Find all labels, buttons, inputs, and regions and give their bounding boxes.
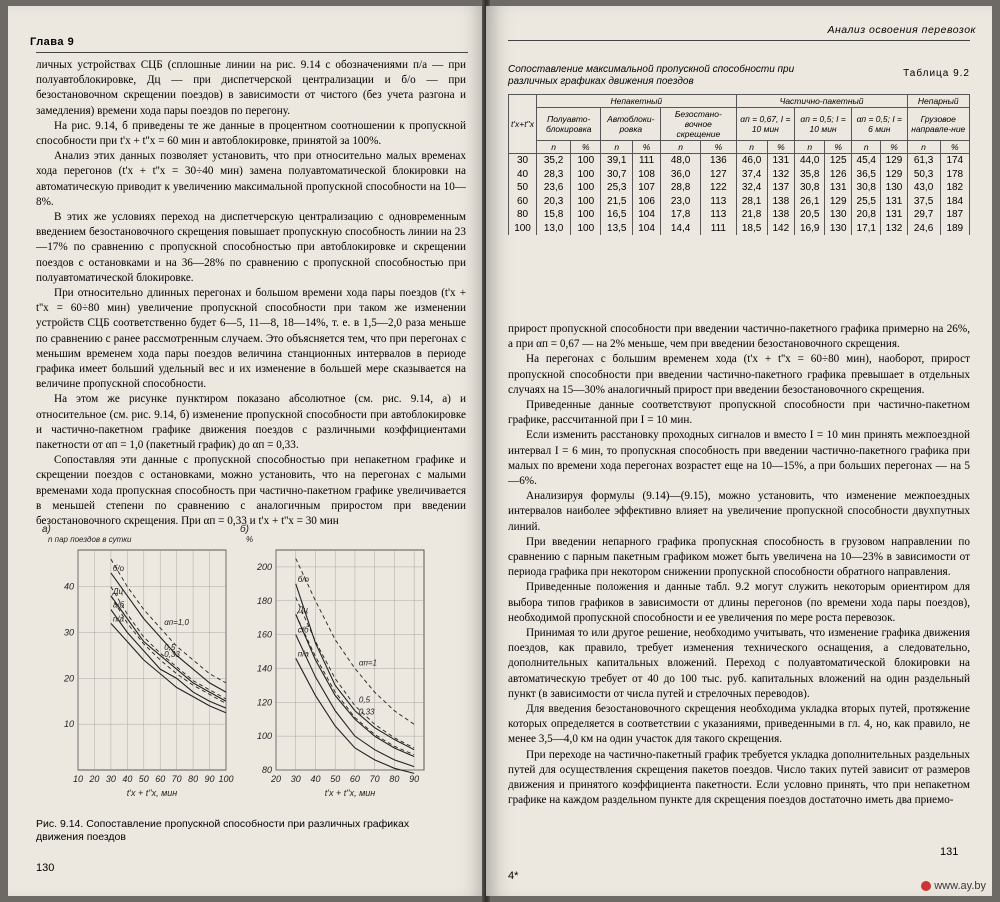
- table-cell: 32,4: [736, 181, 767, 195]
- right-page-text: [508, 322, 970, 809]
- table-cell: 17,8: [661, 208, 701, 222]
- table-cell: 37,5: [907, 195, 940, 209]
- table-cell: 187: [940, 208, 969, 222]
- table-col-label: αп = 0,67, I = 10 мин: [736, 108, 794, 141]
- table-cell: 30,8: [795, 181, 825, 195]
- right-paragraph: Для введения безостановочного скрещения необходима укладка вторых путей, протяжение которых определяется в соответствии с указаниями, приведенными в гл. 4, но, как правило, не менее 3,5—4,0 км на один участок для такого скрещения.: [508, 703, 970, 746]
- table-row-header: t'х+t''х: [509, 95, 537, 154]
- table-sub-label: %: [767, 141, 794, 154]
- left-paragraph: На этом же рисунке пунктиром показано абсолютное (см. рис. 9.14, а) и относительное (см. рис. 9.14, б) изменение пропускной способности при автоблокировке и частично-пакетном графике движения поездов с различными коэффициентами пакетности от αп = 1,0 (пакетный график) до αп = 0,33.: [36, 393, 466, 452]
- right-paragraph: Если изменить расстановку проходных сигналов и вместо I = 10 мин принять межпоездной интервал I = 6 мин, то пропускная способность при введении частично-пакетного графика при малых по времени хода перегонах возрастет еще на 10—15%, а при больших перегонах — на 5—6%.: [508, 429, 970, 488]
- x-tick-label: 20: [89, 774, 100, 784]
- table-sub-label: n: [795, 141, 825, 154]
- x-tick-label: 20: [270, 774, 282, 784]
- table-cell: 107: [633, 181, 661, 195]
- series-annotation: αп=1,0: [164, 617, 189, 627]
- table-cell: 111: [633, 154, 661, 168]
- table-cell: 28,3: [537, 168, 571, 182]
- series-annotation: п/а: [297, 649, 309, 659]
- table-cell: 138: [767, 195, 794, 209]
- chart-a-svg: [36, 520, 236, 810]
- right-paragraph: Анализируя формулы (9.14)—(9.15), можно установить, что изменение межпоездных интервалов наиболее эффективно влияет на увеличение пропускной способности двухпутных линий.: [508, 490, 970, 533]
- x-tick-label: 50: [330, 774, 341, 784]
- table-cell: 50,3: [907, 168, 940, 182]
- table-cell: 138: [767, 208, 794, 222]
- y-tick-label: 10: [63, 719, 74, 730]
- table-cell: 113: [701, 195, 736, 209]
- table-cell: 129: [825, 195, 852, 209]
- table-cell: 20,3: [537, 195, 571, 209]
- x-tick-label: 30: [290, 774, 301, 784]
- series-annotation: Дц: [297, 605, 308, 615]
- table-cell: 39,1: [601, 154, 633, 168]
- table-cell: 174: [940, 154, 969, 168]
- table-col-label: Безостано-вочное скрещение: [661, 108, 737, 141]
- table-subheader-row: [509, 141, 970, 154]
- y-tick-label: 200: [256, 561, 272, 572]
- table-cell: 137: [767, 181, 794, 195]
- x-tick-label: 40: [310, 774, 321, 784]
- right-page-number: 131: [940, 846, 959, 858]
- table-cell: 46,0: [736, 154, 767, 168]
- x-tick-label: 30: [105, 774, 116, 784]
- series-annotation: б/о: [112, 563, 125, 573]
- table-col-label: Полуавто-блокировка: [537, 108, 601, 141]
- table-col-label: αп = 0,5; I = 6 мин: [852, 108, 907, 141]
- table-cell: 20,8: [852, 208, 881, 222]
- right-paragraph: Приведенные положения и данные табл. 9.2 могут служить некоторым ориентиром для выбора типов графиков в зависимости от длины перегонов (по времени хода пары поездов), необходимой пропускной способности и ее увеличения по мере роста перевозок.: [508, 581, 970, 624]
- table-cell-time: 100: [509, 222, 537, 236]
- x-tick-label: 80: [188, 774, 199, 784]
- x-tick-label: 80: [389, 774, 400, 784]
- series-annotation: а/б: [112, 600, 125, 610]
- table-number: Таблица 9.2: [903, 68, 970, 79]
- series-annotation: 0,5: [358, 695, 371, 705]
- table-cell: 30,7: [601, 168, 633, 182]
- table-cell: 48,0: [661, 154, 701, 168]
- table-cell-time: 60: [509, 195, 537, 209]
- right-paragraph: Принимая то или другое решение, необходимо учитывать, что изменение графика движения поездов, как правило, требует изменения технического оснащения, а следовательно, дополнительных капитальных вложений. Переход с полуавтоматической блокировки на автоматическую требует от 40 до 100 тыс. руб. капитальных вложений на один раздельный пункт (в зависимости от числа путей и стрелочных переводов).: [508, 627, 970, 700]
- table-sub-label: n: [852, 141, 881, 154]
- series-annotation: 0,33: [164, 650, 180, 659]
- table-cell: 126: [825, 168, 852, 182]
- series-annotation: п/а: [112, 614, 124, 624]
- footer-mark: 4*: [508, 870, 519, 882]
- y-tick-label: 100: [256, 731, 272, 742]
- table-cell-time: 80: [509, 208, 537, 222]
- table-cell: 21,5: [601, 195, 633, 209]
- table-cell: 104: [633, 222, 661, 236]
- x-tick-label: 60: [155, 774, 166, 784]
- y-tick-label: 140: [256, 663, 272, 674]
- left-paragraph: При относительно длинных перегонах и большом времени хода пары поездов (t'х + t''х = 60÷80 мин) увеличение пропускной способности при таком же изменении устройств СЦБ соответственно будет 6—5, 11—8, 18—14%, т. е. в 1,5—2,0 раза меньше по сравнению с ранее рассмотренным случаем. Это объясняется тем, что при перегонах с меньшим временем хода пары поездов величина станционных интервалов в периоде графика имеет больший удельный вес и их изменение в большей мере сказывается на величине пропускной способности.: [36, 287, 466, 391]
- table-cell-time: 30: [509, 154, 537, 168]
- table-cell-time: 50: [509, 181, 537, 195]
- table-cell: 43,0: [907, 181, 940, 195]
- table-title: Сопоставление максимальной пропускной способности при различных графиках движения поездов: [508, 64, 795, 87]
- series-annotation: 0,33: [358, 707, 375, 717]
- left-page-header: Глава 9: [30, 36, 75, 48]
- table-cell: 20,5: [795, 208, 825, 222]
- right-paragraph: прирост пропускной способности при введении частично-пакетного графика примерно на 26%, а при αп = 0,67 — на 2% меньше, чем при введении безостановочного скрещения.: [508, 323, 970, 351]
- x-axis-label: t'х + t''х, мин: [324, 788, 376, 798]
- table-cell: 17,1: [852, 222, 881, 236]
- table-row: [509, 208, 970, 222]
- table-cell: 36,5: [852, 168, 881, 182]
- series-annotation: 0,5: [164, 643, 176, 653]
- table-cell: 100: [571, 181, 601, 195]
- y-tick-label: 30: [63, 627, 74, 638]
- table-cell: 113: [701, 208, 736, 222]
- right-paragraph: Приведенные данные соответствуют пропускной способности при частично-пакетном графике, рассчитанной при I = 10 мин.: [508, 399, 970, 427]
- series-annotation: αп=1: [358, 658, 378, 668]
- left-paragraph: личных устройствах СЦБ (сплошные линии на рис. 9.14 с обозначениями п/а — при полуавтоблокировке, Дц — при диспетчерской централизации и б/о — при безостановочном скрещении поездов) в зависимости от чистого (без учета разгона и замедления) времени хода пары поездов по перегону.: [36, 59, 466, 117]
- left-paragraph: Сопоставляя эти данные с пропускной способностью при непакетном графике и скрещении поездов с остановками, можно установить, что на перегонах с малыми временами хода пропускная способность при частично-пакетном графике увеличивается в меньшей степени по сравнению с аналогичным приростом при введении безостановочного скрещения. При αп = 0,33 и t'х + t''х = 30 мин: [36, 454, 466, 528]
- watermark-text: www.ay.by: [934, 880, 986, 892]
- table-cell: 131: [825, 181, 852, 195]
- table-cell: 25,3: [601, 181, 633, 195]
- table-cell: 36,0: [661, 168, 701, 182]
- right-page-header: Анализ освоения перевозок: [827, 24, 976, 36]
- x-tick-label: 40: [122, 774, 133, 784]
- table-group-unpaired: Непарный: [907, 95, 969, 108]
- table-cell: 100: [571, 208, 601, 222]
- series-annotation: Дц: [112, 586, 124, 596]
- table-cell: 132: [881, 222, 907, 236]
- table-cell: 142: [767, 222, 794, 236]
- table-cell: 122: [701, 181, 736, 195]
- left-page-number: 130: [36, 862, 55, 874]
- table-col-label: Грузовое направле-ние: [907, 108, 969, 141]
- table-cell: 16,5: [601, 208, 633, 222]
- table-cell-time: 40: [509, 168, 537, 182]
- table-cell: 111: [701, 222, 736, 236]
- table-sub-label: %: [825, 141, 852, 154]
- table-cell: 21,8: [736, 208, 767, 222]
- x-tick-label: 60: [349, 774, 360, 784]
- figure-9-14-b: [234, 520, 434, 815]
- y-tick-label: 120: [256, 697, 272, 708]
- y-tick-label: 80: [261, 765, 272, 775]
- table-cell: 130: [881, 181, 907, 195]
- table-cell: 30,8: [852, 181, 881, 195]
- table-sub-label: n: [601, 141, 633, 154]
- y-tick-label: 160: [256, 629, 272, 640]
- table-cell: 131: [881, 208, 907, 222]
- x-tick-label: 100: [218, 774, 234, 784]
- table-cell: 184: [940, 195, 969, 209]
- figure-caption: Рис. 9.14. Сопоставление пропускной способности при различных графиках движения поездов: [36, 818, 410, 843]
- table-row: [509, 195, 970, 209]
- table-cell: 127: [701, 168, 736, 182]
- x-tick-label: 90: [409, 774, 420, 784]
- table-cell: 25,5: [852, 195, 881, 209]
- table-cell: 28,1: [736, 195, 767, 209]
- table-cell: 37,4: [736, 168, 767, 182]
- table-cell: 131: [881, 195, 907, 209]
- table-cell: 35,2: [537, 154, 571, 168]
- table-group-partial: Частично-пакетный: [736, 95, 907, 108]
- table-cell: 61,3: [907, 154, 940, 168]
- table-row: [509, 181, 970, 195]
- table-sub-label: %: [701, 141, 736, 154]
- x-tick-label: 70: [171, 774, 182, 784]
- watermark: [921, 880, 986, 892]
- y-axis-label: n пар поездов в сутки: [48, 535, 132, 544]
- table-row: [509, 168, 970, 182]
- table-cell: 24,6: [907, 222, 940, 236]
- right-paragraph: При введении непарного графика пропускная способность в грузовом направлении по сравнению с парным пакетным графиком может быть увеличена на 10—23% в зависимости от периода графика при некотором снижении пропускной способности обратного направления.: [508, 535, 970, 579]
- table-cell: 189: [940, 222, 969, 236]
- table-cell: 136: [701, 154, 736, 168]
- table-grid: [508, 94, 970, 235]
- y-tick-label: 40: [63, 581, 74, 592]
- table-cell: 29,7: [907, 208, 940, 222]
- table-col-label: Автоблоки-ровка: [601, 108, 661, 141]
- left-paragraph: В этих же условиях переход на диспетчерскую централизацию с одновременным введением безостановочного скрещения повышает пропускную способность линии на 23—17% по сравнению с пропускной способностью при автоблокировке и скрещении поездов с остановками и на 36—28% по сравнению с пропускной способностью при полуавтоматической блокировке.: [36, 211, 466, 284]
- table-cell: 100: [571, 222, 601, 236]
- table-cell: 130: [825, 222, 852, 236]
- table-cell: 13,5: [601, 222, 633, 236]
- table-cell: 130: [825, 208, 852, 222]
- table-cell: 45,4: [852, 154, 881, 168]
- table-sub-label: n: [736, 141, 767, 154]
- table-sub-label: n: [907, 141, 940, 154]
- table-cell: 23,6: [537, 181, 571, 195]
- x-tick-label: 10: [72, 774, 84, 784]
- table-sub-label: %: [571, 141, 601, 154]
- x-tick-label: 50: [138, 774, 149, 784]
- x-tick-label: 90: [204, 774, 215, 784]
- table-cell: 131: [767, 154, 794, 168]
- watermark-logo-icon: [921, 881, 931, 891]
- y-tick-label: 180: [256, 595, 272, 606]
- table-cell: 108: [633, 168, 661, 182]
- x-tick-label: 70: [369, 774, 380, 784]
- table-cell: 125: [825, 154, 852, 168]
- y-tick-label: 20: [63, 673, 74, 684]
- table-cell: 100: [571, 195, 601, 209]
- table-sub-label: n: [661, 141, 701, 154]
- table-9-2: [508, 64, 970, 235]
- table-cell: 129: [881, 168, 907, 182]
- series-annotation: б/о: [297, 574, 309, 584]
- left-paragraph: На рис. 9.14, б приведены те же данные в процентном соотношении к пропускной способности при t'х + t''х = 60 мин и автоблокировке, принятой за 100%.: [36, 119, 466, 148]
- right-paragraph: При переходе на частично-пакетный график требуется укладка дополнительных раздельных путей для осуществления скрещения пакетов поездов. Число таких путей зависит от размеров движения и принятого коэффициента пакетности. Если условно принять, что при непакетном графике на каждом раздельном пункте для скрещения поездов достаточно иметь два приемо-: [508, 748, 970, 807]
- left-paragraph: Анализ этих данных позволяет установить, что при относительно малых временах хода перегонов (t'х + t''х = 30÷40 мин) замена полуавтоматической блокировки на автоматическую приводит к увеличению максимальной пропускной способности на 10—8%.: [36, 150, 466, 208]
- table-cell: 44,0: [795, 154, 825, 168]
- table-sub-label: %: [940, 141, 969, 154]
- y-axis-label: %: [246, 535, 254, 544]
- left-header-rule: [36, 52, 468, 53]
- table-body: [509, 154, 970, 236]
- figure-9-14-a: [36, 520, 236, 815]
- table-cell: 100: [571, 154, 601, 168]
- chart-b-svg: [234, 520, 434, 810]
- table-cell: 28,8: [661, 181, 701, 195]
- table-cell: 16,9: [795, 222, 825, 236]
- table-cell: 100: [571, 168, 601, 182]
- table-cell: 26,1: [795, 195, 825, 209]
- right-header-rule: [508, 40, 970, 41]
- panel-label: а): [42, 524, 51, 535]
- table-cell: 106: [633, 195, 661, 209]
- right-paragraph: На перегонах с большим временем хода (t'х + t''х = 60÷80 мин), наоборот, прирост пропускной способности при введении частично-пакетного графика превышает в отдельных случаях на 15—30% аналогичный прирост при введении безостановочного скрещения.: [508, 353, 970, 396]
- table-cell: 178: [940, 168, 969, 182]
- table-group-nonpacket: Непакетный: [537, 95, 737, 108]
- table-cell: 132: [767, 168, 794, 182]
- table-col-label: αп = 0,5; I = 10 мин: [795, 108, 852, 141]
- table-cell: 104: [633, 208, 661, 222]
- table-cell: 15,8: [537, 208, 571, 222]
- table-row: [509, 222, 970, 236]
- panel-label: б): [240, 524, 249, 535]
- table-cell: 13,0: [537, 222, 571, 236]
- series-annotation: с/б: [297, 625, 309, 635]
- table-sub-label: n: [537, 141, 571, 154]
- table-cell: 35,8: [795, 168, 825, 182]
- table-row: [509, 154, 970, 168]
- series-line: [111, 623, 226, 712]
- table-sub-label: %: [633, 141, 661, 154]
- table-cell: 23,0: [661, 195, 701, 209]
- table-cell: 14,4: [661, 222, 701, 236]
- table-cell: 129: [881, 154, 907, 168]
- left-page-text: [36, 58, 466, 529]
- table-sub-label: %: [881, 141, 907, 154]
- table-cell: 182: [940, 181, 969, 195]
- table-cell: 18,5: [736, 222, 767, 236]
- x-axis-label: t'х + t''х, мин: [126, 788, 178, 798]
